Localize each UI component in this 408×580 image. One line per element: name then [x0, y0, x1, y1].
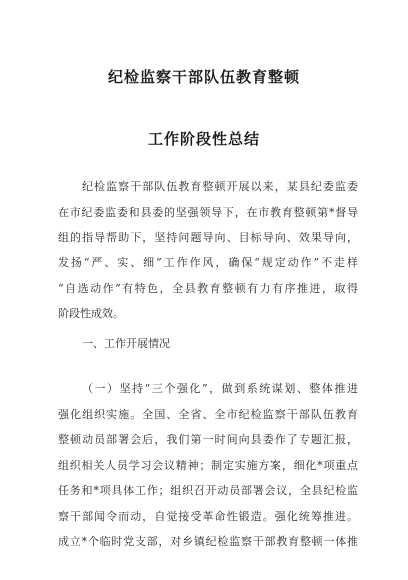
section-heading: 一、工作开展情况 — [82, 337, 170, 350]
intro-line-6: 阶段性成效。 — [58, 307, 124, 320]
intro-line-5: “自选动作”有特色，全县教育整顿有力有序推进，取得 — [58, 282, 358, 295]
intro-line-1: 纪检监察干部队伍教育整顿开展以来，某县纪委监委 — [82, 180, 358, 193]
intro-line-4: 发扬“严、实、细”工作作风，确保“规定动作”不走样 — [58, 256, 358, 269]
intro-line-3: 组的指导帮助下，坚持问题导向、目标导向、效果导向， — [58, 231, 358, 244]
document-title: 纪检监察干部队伍教育整顿 — [107, 68, 300, 86]
section-line-5: 任务和*项具体工作；组织召开动员部署会议，全县纪检监 — [58, 484, 358, 497]
section-line-1: （一）坚持“三个强化”，做到系统谋划、整体推进 — [82, 382, 358, 395]
section-line-4: 组织相关人员学习会议精神；制定实施方案，细化*项重点 — [58, 459, 358, 472]
section-line-3: 整顿动员部署会后，我们第一时间向县委作了专题汇报， — [58, 433, 358, 446]
document-subtitle: 工作阶段性总结 — [147, 130, 260, 148]
section-line-7: 成立*个临时党支部，对乡镇纪检监察干部教育整顿一体推 — [58, 535, 358, 548]
section-line-2: 强化组织实施。全国、全省、全市纪检监察干部队伍教育 — [58, 408, 358, 421]
section-line-6: 察干部闻令而动，自觉接受革命性锻造。强化统筹推进。 — [58, 510, 358, 523]
intro-line-2: 在市纪委监委和县委的坚强领导下，在市教育整顿第*督导 — [58, 206, 358, 219]
